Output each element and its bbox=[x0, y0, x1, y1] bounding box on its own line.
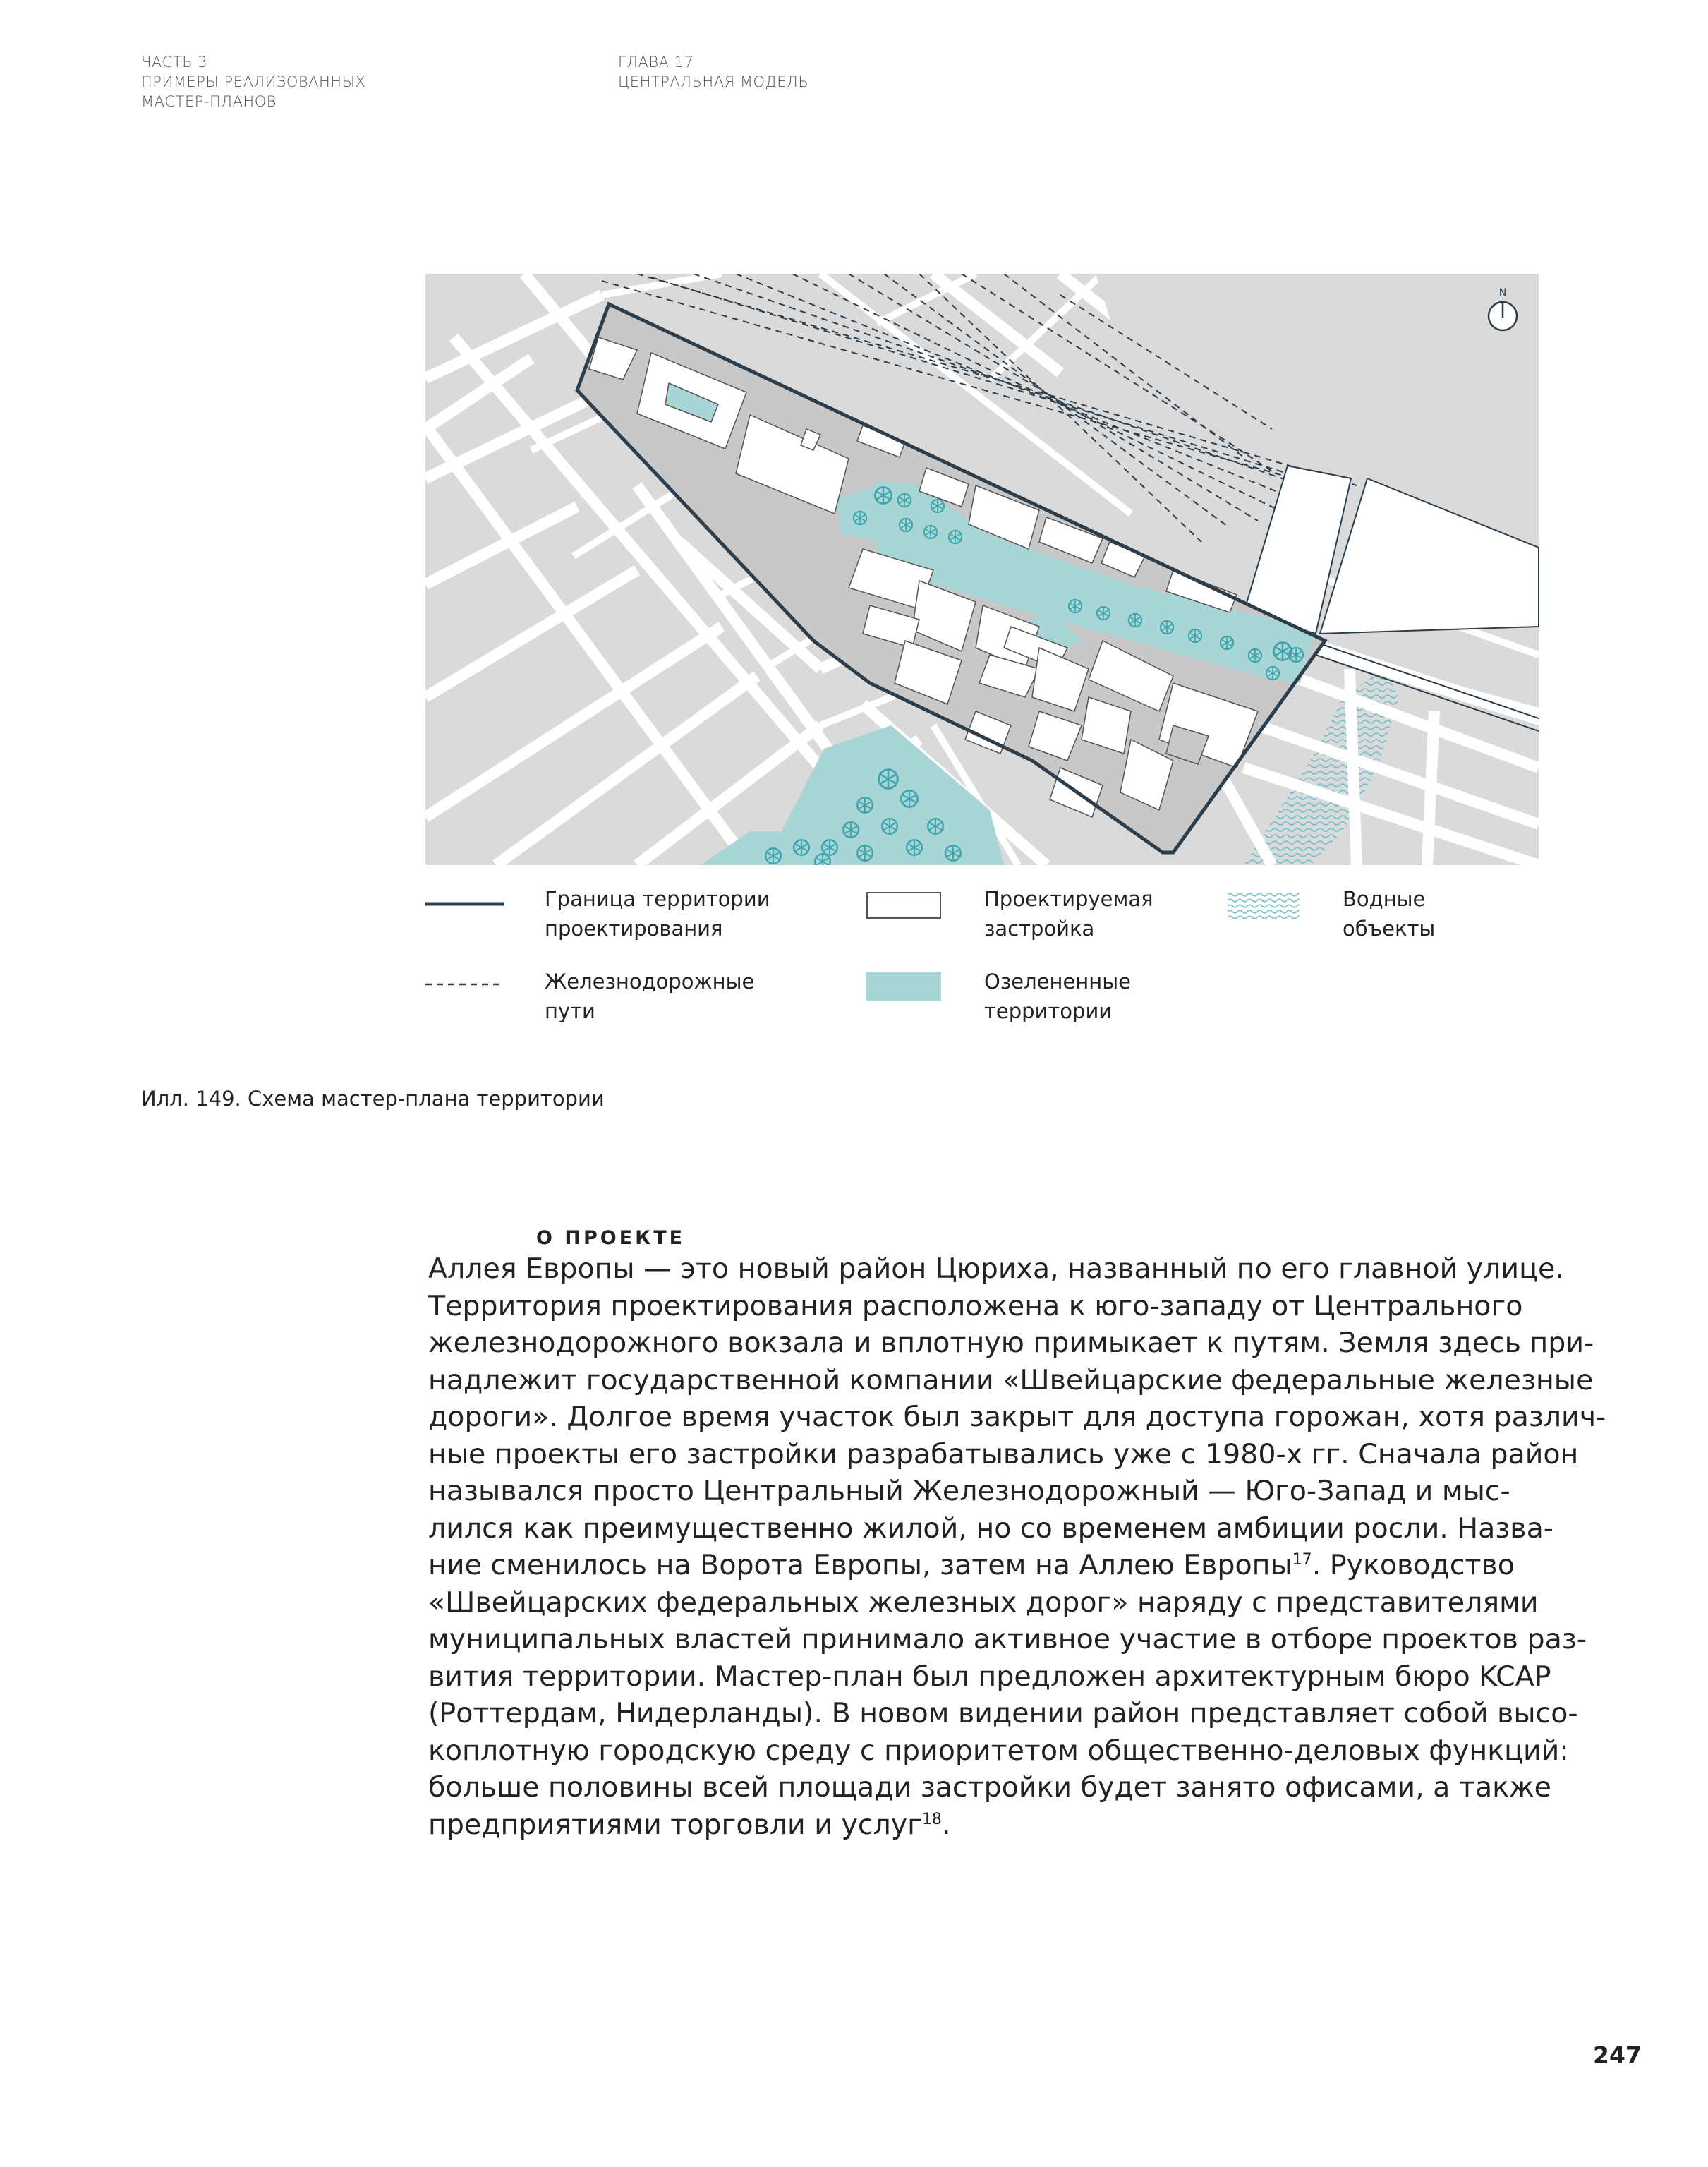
body-line bbox=[428, 1547, 1543, 1584]
body-line: назывался просто Центральный Железнодорожный — Юго-Запад и мыс- bbox=[428, 1475, 1510, 1507]
body-line: муниципальных властей принимало активное участие в отборе проектов раз- bbox=[428, 1623, 1587, 1655]
header-part: ЧАСТЬ 3 bbox=[141, 54, 208, 71]
body-line: коплотную городскую среду с приоритетом общественно-деловых функций: bbox=[428, 1734, 1569, 1767]
legend-green-swatch bbox=[866, 972, 941, 1001]
figure-caption: Илл. 149. Схема мастер-плана территории bbox=[141, 1087, 605, 1111]
body-line-text: ние сменилось на Ворота Европы, затем на Аллею Европы bbox=[428, 1549, 1292, 1581]
body-line: железнодорожного вокзала и вплотную примыкает к путям. Земля здесь при- bbox=[428, 1327, 1594, 1359]
body-line bbox=[428, 1806, 1543, 1844]
body-line: ные проекты его застройки разрабатывались уже с 1980-х гг. Сначала район bbox=[428, 1437, 1579, 1471]
legend-rail-swatch bbox=[425, 981, 504, 988]
body-line: «Швейцарских федеральных железных дорог» наряду с представителями bbox=[428, 1586, 1539, 1619]
header-part-title-2: МАСТЕР-ПЛАНОВ bbox=[141, 93, 277, 110]
running-header-left bbox=[141, 52, 366, 111]
legend-water-swatch bbox=[1228, 892, 1300, 919]
body-line: лился как преимущественно жилой, но со временем амбиции росли. Назва- bbox=[428, 1511, 1554, 1545]
legend-green-label: Озелененные территории bbox=[984, 970, 1131, 1023]
north-label: N bbox=[1498, 287, 1507, 298]
legend-water-label: Водные объекты bbox=[1343, 887, 1436, 941]
body-line-tail: . bbox=[941, 1808, 951, 1841]
legend-buildings-swatch bbox=[866, 892, 941, 919]
footnote-ref[interactable]: 18 bbox=[921, 1810, 942, 1828]
header-chapter-title: ЦЕНТРАЛЬНАЯ МОДЕЛЬ bbox=[618, 73, 809, 90]
body-line: больше половины всей площади застройки будет занято офисами, а также bbox=[428, 1771, 1551, 1804]
legend-boundary-label: Граница территории проектирования bbox=[545, 887, 770, 941]
body-line: (Роттердам, Нидерланды). В новом видении район представляет собой высо- bbox=[428, 1697, 1578, 1730]
header-part-title-1: ПРИМЕРЫ РЕАЛИЗОВАННЫХ bbox=[141, 73, 366, 90]
map-drawing bbox=[425, 274, 1539, 865]
body-line: дороги». Долгое время участок был закрыт для доступа горожан, хотя различ- bbox=[428, 1401, 1606, 1433]
section-heading: О ПРОЕКТЕ bbox=[536, 1227, 686, 1249]
master-plan-map bbox=[425, 274, 1539, 865]
body-line-tail: . Руководство bbox=[1312, 1549, 1515, 1581]
body-line: Аллея Европы — это новый район Цюриха, названный по его главной улице. bbox=[428, 1252, 1564, 1285]
legend-boundary-swatch bbox=[425, 900, 504, 907]
legend-rail-label: Железнодорожные пути bbox=[545, 970, 755, 1023]
body-line-text: предприятиями торговли и услуг bbox=[428, 1808, 922, 1841]
page-number: 247 bbox=[1593, 2041, 1642, 2069]
body-line: надлежит государственной компании «Швейцарские федеральные железные bbox=[428, 1363, 1594, 1396]
body-line: Территория проектирования расположена к юго-западу от Центрального bbox=[428, 1289, 1523, 1322]
body-line: вития территории. Мастер-план был предложен архитектурным бюро KCAP bbox=[428, 1660, 1551, 1693]
legend-buildings-label: Проектируемая застройка bbox=[984, 887, 1153, 941]
footnote-ref[interactable]: 17 bbox=[1292, 1550, 1312, 1569]
body-text bbox=[428, 1250, 1606, 1843]
running-header-right bbox=[618, 52, 808, 92]
header-chapter: ГЛАВА 17 bbox=[618, 54, 694, 71]
